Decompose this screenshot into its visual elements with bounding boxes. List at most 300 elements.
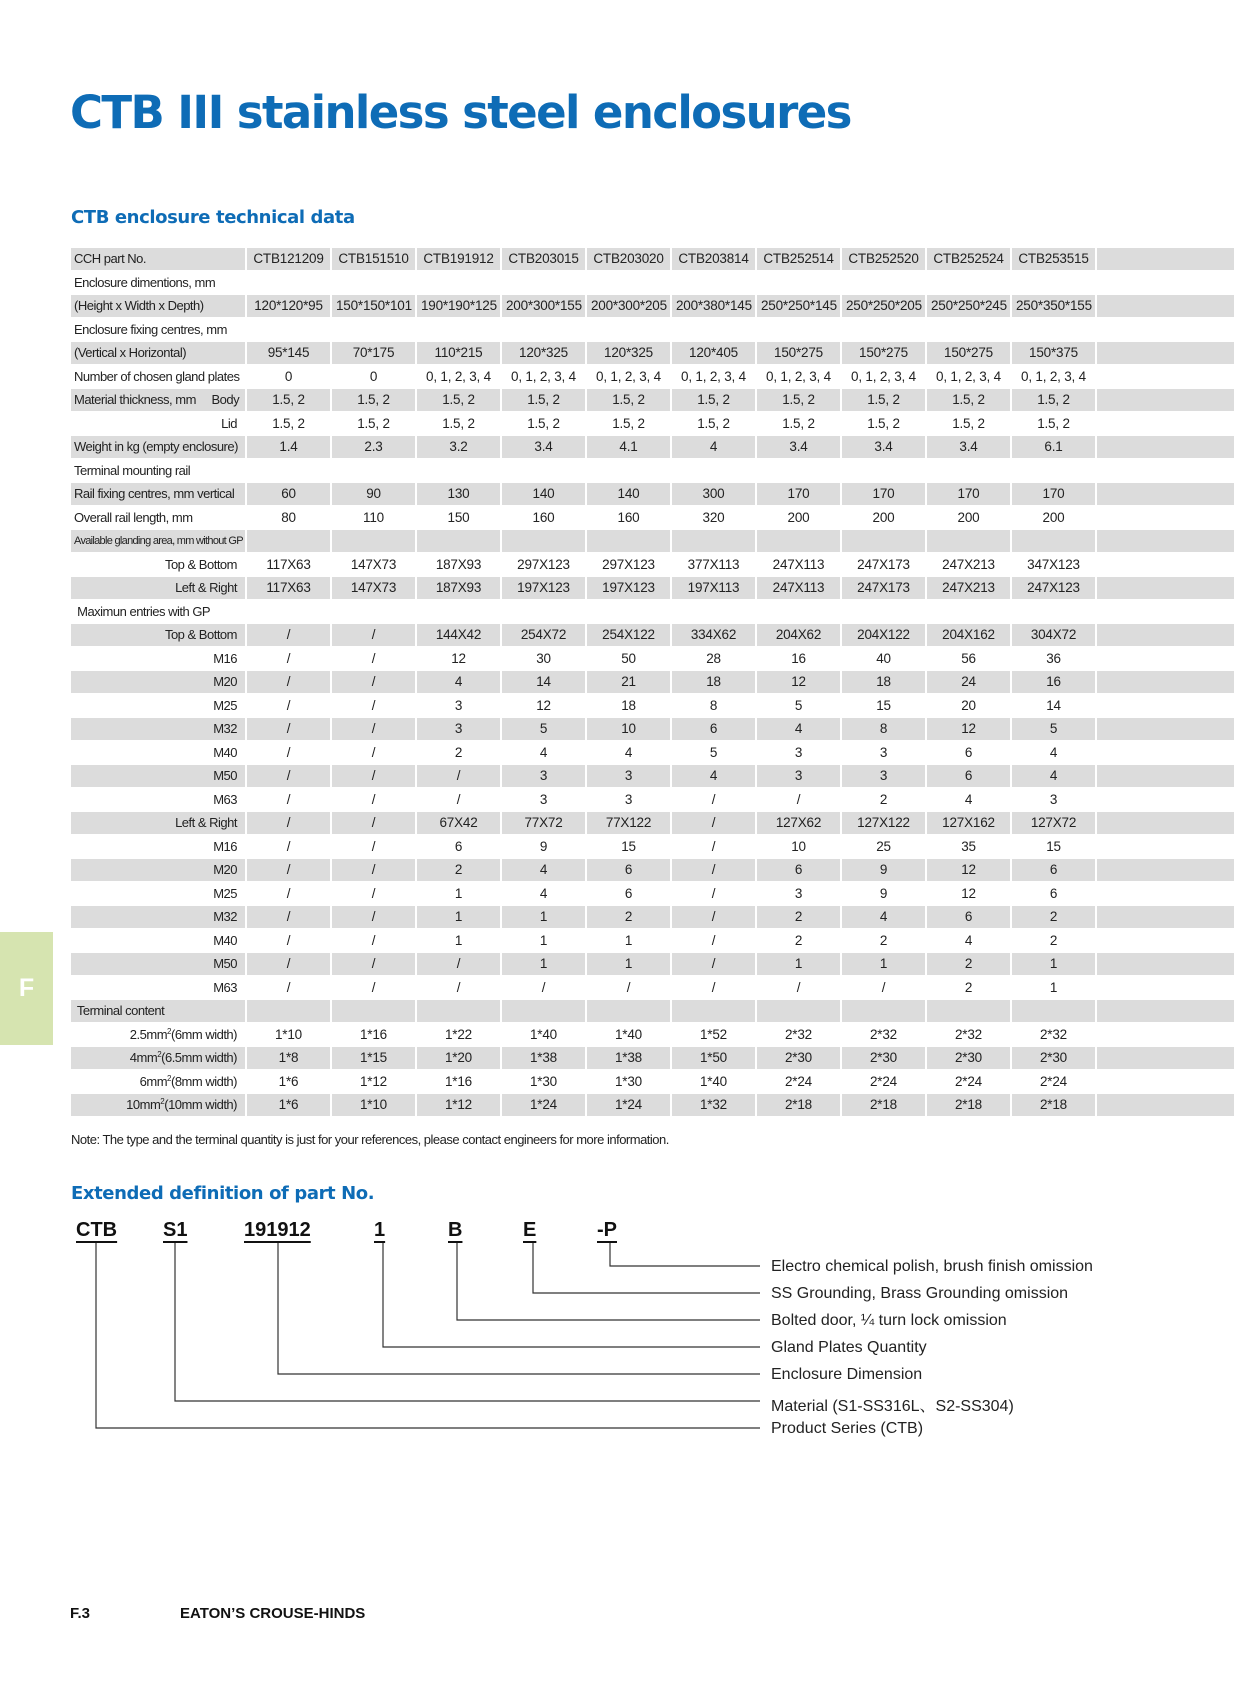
table-cell: [332, 1000, 417, 1024]
table-cell: 247X123: [1012, 577, 1097, 601]
table-cell: 0: [332, 366, 417, 390]
table-cell: 187X93: [417, 577, 502, 601]
table-row: [71, 389, 1236, 413]
table-cell: 3.4: [502, 436, 587, 460]
table-cell: 4: [1012, 765, 1097, 789]
table-cell: 1.5, 2: [417, 389, 502, 413]
table-cell: 150*275: [757, 342, 842, 366]
table-cell: 1.5, 2: [587, 389, 672, 413]
table-cell: [332, 530, 417, 554]
table-cell: 1*15: [332, 1047, 417, 1071]
table-cell: 250*250*205: [842, 295, 927, 319]
table-row: [71, 319, 1236, 343]
table-row: [71, 953, 1236, 977]
leader-line-series: [96, 1243, 760, 1428]
table-cell: /: [247, 930, 332, 954]
table-cell: [587, 272, 672, 296]
table-cell: 4: [417, 671, 502, 695]
table-cell: [332, 460, 417, 484]
table-cell: 3.4: [927, 436, 1012, 460]
table-cell: /: [672, 930, 757, 954]
table-cell: 8: [842, 718, 927, 742]
table-cell: /: [247, 765, 332, 789]
table-cell: 16: [1012, 671, 1097, 695]
table-cell: 1.4: [247, 436, 332, 460]
table-cell: 0, 1, 2, 3, 4: [842, 366, 927, 390]
table-cell: 334X62: [672, 624, 757, 648]
table-cell: 2*32: [927, 1024, 1012, 1048]
table-cell: [927, 1000, 1012, 1024]
table-row: [71, 460, 1236, 484]
table-cell: /: [672, 859, 757, 883]
table-cell: [757, 1000, 842, 1024]
table-cell: 1.5, 2: [927, 413, 1012, 437]
row-label: Left & Right: [71, 577, 247, 601]
table-row: [71, 718, 1236, 742]
page-number: F.3: [70, 1605, 91, 1622]
table-cell: 6.1: [1012, 436, 1097, 460]
table-cell: 147X73: [332, 554, 417, 578]
table-cell: 3: [757, 765, 842, 789]
table-cell: [502, 1000, 587, 1024]
table-cell: 1*40: [502, 1024, 587, 1048]
table-cell: /: [332, 953, 417, 977]
table-cell: 347X123: [1012, 554, 1097, 578]
table-cell: 0, 1, 2, 3, 4: [417, 366, 502, 390]
table-cell: [502, 601, 587, 625]
table-cell: CTB252520: [842, 248, 927, 272]
section-side-tab: F: [0, 932, 53, 1045]
row-label: Rail fixing centres, mm vertical: [71, 483, 247, 507]
row-filler: [1097, 648, 1236, 672]
table-cell: [417, 460, 502, 484]
table-cell: 170: [927, 483, 1012, 507]
table-row: [71, 436, 1236, 460]
table-cell: [247, 272, 332, 296]
table-cell: 25: [842, 836, 927, 860]
table-cell: 1.5, 2: [417, 413, 502, 437]
table-cell: 1.5, 2: [332, 413, 417, 437]
table-cell: 5: [672, 742, 757, 766]
table-cell: 4: [927, 789, 1012, 813]
table-cell: /: [247, 671, 332, 695]
table-cell: CTB252524: [927, 248, 1012, 272]
page-title: CTB III stainless steel enclosures: [70, 86, 851, 139]
table-cell: 1*38: [587, 1047, 672, 1071]
table-row: [71, 648, 1236, 672]
table-cell: 2*32: [842, 1024, 927, 1048]
table-cell: CTB121209: [247, 248, 332, 272]
row-filler: [1097, 460, 1236, 484]
table-row: [71, 671, 1236, 695]
row-label: $4mm^2(6.5mm$ width): [71, 1047, 247, 1071]
table-cell: 1*40: [587, 1024, 672, 1048]
definition-grounding: SS Grounding, Brass Grounding omission: [771, 1285, 1069, 1302]
table-cell: 40: [842, 648, 927, 672]
table-cell: 1*12: [332, 1071, 417, 1095]
table-cell: 1.5, 2: [842, 413, 927, 437]
table-cell: 77X72: [502, 812, 587, 836]
table-row: [71, 1024, 1236, 1048]
table-cell: /: [332, 695, 417, 719]
row-label: M20: [71, 671, 247, 695]
table-cell: 12: [502, 695, 587, 719]
row-label: M32: [71, 906, 247, 930]
table-cell: 247X173: [842, 554, 927, 578]
table-cell: 8: [672, 695, 757, 719]
table-cell: 2*32: [757, 1024, 842, 1048]
table-cell: CTB203020: [587, 248, 672, 272]
table-cell: /: [417, 765, 502, 789]
table-cell: 187X93: [417, 554, 502, 578]
table-cell: /: [672, 977, 757, 1001]
table-cell: 2: [587, 906, 672, 930]
table-cell: [247, 530, 332, 554]
table-cell: /: [332, 859, 417, 883]
table-cell: /: [247, 718, 332, 742]
definition-series: Product Series (CTB): [771, 1420, 924, 1437]
table-cell: 10: [757, 836, 842, 860]
table-row: [71, 248, 1236, 272]
table-cell: 3: [757, 883, 842, 907]
table-row: [71, 483, 1236, 507]
technical-data-table: [71, 248, 1236, 1118]
table-cell: /: [332, 930, 417, 954]
table-cell: 120*405: [672, 342, 757, 366]
table-cell: 0, 1, 2, 3, 4: [587, 366, 672, 390]
table-cell: 90: [332, 483, 417, 507]
table-cell: [587, 319, 672, 343]
table-cell: 6: [927, 742, 1012, 766]
table-cell: 2: [927, 977, 1012, 1001]
row-filler: [1097, 765, 1236, 789]
row-label: (Vertical x Horizontal): [71, 342, 247, 366]
table-cell: 1: [502, 953, 587, 977]
table-cell: 50: [587, 648, 672, 672]
table-cell: 1: [502, 930, 587, 954]
table-cell: 2*30: [842, 1047, 927, 1071]
table-cell: 3: [417, 695, 502, 719]
table-cell: 6: [927, 906, 1012, 930]
table-cell: 15: [587, 836, 672, 860]
table-row: [71, 413, 1236, 437]
row-label: Number of chosen gland plates: [71, 366, 247, 390]
table-cell: /: [332, 624, 417, 648]
table-cell: 4: [927, 930, 1012, 954]
table-cell: 110*215: [417, 342, 502, 366]
table-cell: 1*6: [247, 1071, 332, 1095]
table-cell: 200*300*205: [587, 295, 672, 319]
table-cell: [332, 272, 417, 296]
table-cell: [927, 460, 1012, 484]
row-filler: [1097, 554, 1236, 578]
table-cell: 0, 1, 2, 3, 4: [1012, 366, 1097, 390]
table-cell: [502, 319, 587, 343]
table-cell: 2*18: [1012, 1094, 1097, 1118]
row-filler: [1097, 695, 1236, 719]
table-cell: 1*52: [672, 1024, 757, 1048]
table-cell: 1: [757, 953, 842, 977]
table-cell: [927, 272, 1012, 296]
table-row: [71, 812, 1236, 836]
table-cell: 1.5, 2: [757, 413, 842, 437]
definition-dimension: Enclosure Dimension: [771, 1366, 923, 1383]
table-cell: /: [247, 836, 332, 860]
table-row: [71, 1094, 1236, 1118]
table-cell: 150*150*101: [332, 295, 417, 319]
table-cell: 117X63: [247, 577, 332, 601]
table-cell: 4: [672, 765, 757, 789]
table-cell: 204X62: [757, 624, 842, 648]
row-filler: [1097, 483, 1236, 507]
table-cell: 170: [1012, 483, 1097, 507]
table-cell: /: [247, 812, 332, 836]
row-label: (Height x Width x Depth): [71, 295, 247, 319]
table-cell: 1*38: [502, 1047, 587, 1071]
table-cell: /: [332, 765, 417, 789]
table-cell: 150*275: [927, 342, 1012, 366]
row-filler: [1097, 789, 1236, 813]
table-cell: /: [417, 789, 502, 813]
table-cell: 2*24: [757, 1071, 842, 1095]
table-cell: [332, 319, 417, 343]
table-cell: [332, 601, 417, 625]
table-cell: 1: [1012, 977, 1097, 1001]
table-cell: 28: [672, 648, 757, 672]
row-filler: [1097, 507, 1236, 531]
table-cell: 1.5, 2: [672, 413, 757, 437]
table-cell: 9: [842, 859, 927, 883]
table-cell: 150*275: [842, 342, 927, 366]
row-label: M25: [71, 695, 247, 719]
table-cell: 1*8: [247, 1047, 332, 1071]
table-cell: /: [247, 648, 332, 672]
table-cell: 140: [502, 483, 587, 507]
table-cell: /: [332, 906, 417, 930]
table-cell: 67X42: [417, 812, 502, 836]
row-label: M50: [71, 953, 247, 977]
table-cell: 197X113: [672, 577, 757, 601]
table-cell: 0, 1, 2, 3, 4: [927, 366, 1012, 390]
table-cell: 21: [587, 671, 672, 695]
table-cell: 4: [1012, 742, 1097, 766]
table-cell: 0, 1, 2, 3, 4: [502, 366, 587, 390]
table-cell: 60: [247, 483, 332, 507]
footer-brand: EATON’S CROUSE-HINDS: [180, 1605, 366, 1622]
table-cell: /: [672, 836, 757, 860]
table-cell: /: [247, 859, 332, 883]
leader-line-gland: [383, 1243, 760, 1347]
table-cell: [842, 319, 927, 343]
row-label: Top & Bottom: [71, 624, 247, 648]
table-cell: 304X72: [1012, 624, 1097, 648]
definition-material: Material (S1-SS316L、S2-SS304): [771, 1398, 1014, 1415]
table-cell: [587, 1000, 672, 1024]
table-cell: /: [247, 624, 332, 648]
row-label: Material thickness, mm Body: [71, 389, 247, 413]
code-grounding: E: [523, 1219, 537, 1241]
table-cell: 10: [587, 718, 672, 742]
table-cell: CTB252514: [757, 248, 842, 272]
table-cell: 300: [672, 483, 757, 507]
table-cell: 250*350*155: [1012, 295, 1097, 319]
table-cell: /: [417, 977, 502, 1001]
table-cell: 1: [587, 930, 672, 954]
table-row: [71, 906, 1236, 930]
table-cell: 4.1: [587, 436, 672, 460]
table-cell: 120*325: [502, 342, 587, 366]
table-cell: 250*250*145: [757, 295, 842, 319]
table-cell: 197X123: [587, 577, 672, 601]
table-cell: [757, 530, 842, 554]
code-gland-plates: 1: [374, 1219, 386, 1241]
leader-line-grounding: [533, 1243, 760, 1293]
table-cell: 170: [842, 483, 927, 507]
table-cell: 12: [757, 671, 842, 695]
table-cell: [247, 460, 332, 484]
table-cell: 3.4: [757, 436, 842, 460]
row-filler: [1097, 577, 1236, 601]
table-cell: /: [332, 789, 417, 813]
table-cell: [842, 530, 927, 554]
table-cell: [587, 530, 672, 554]
table-cell: [502, 460, 587, 484]
row-filler: [1097, 413, 1236, 437]
table-cell: [1012, 530, 1097, 554]
leader-line-door: [457, 1243, 760, 1320]
row-label: $6mm^2(8mm$ width): [71, 1071, 247, 1095]
table-cell: 1.5, 2: [247, 389, 332, 413]
table-cell: /: [332, 671, 417, 695]
table-cell: 127X72: [1012, 812, 1097, 836]
table-cell: CTB203814: [672, 248, 757, 272]
table-cell: 2*30: [757, 1047, 842, 1071]
table-cell: 2*18: [842, 1094, 927, 1118]
table-cell: 200*380*145: [672, 295, 757, 319]
table-cell: 320: [672, 507, 757, 531]
table-cell: 160: [502, 507, 587, 531]
table-cell: 6: [587, 883, 672, 907]
table-cell: /: [842, 977, 927, 1001]
definition-polish: Electro chemical polish, brush finish omission: [771, 1258, 1093, 1275]
table-cell: 2*18: [927, 1094, 1012, 1118]
row-label: M20: [71, 859, 247, 883]
table-cell: 0: [247, 366, 332, 390]
table-cell: 2*24: [1012, 1071, 1097, 1095]
row-label: M16: [71, 648, 247, 672]
table-cell: [757, 460, 842, 484]
table-cell: /: [672, 812, 757, 836]
table-cell: /: [332, 648, 417, 672]
table-cell: 3.2: [417, 436, 502, 460]
table-cell: [1012, 319, 1097, 343]
table-cell: 200: [757, 507, 842, 531]
table-cell: /: [247, 906, 332, 930]
table-row: [71, 1071, 1236, 1095]
table-cell: 1.5, 2: [502, 413, 587, 437]
table-cell: 30: [502, 648, 587, 672]
row-label: Enclosure fixing centres, mm: [71, 319, 247, 343]
table-cell: 12: [417, 648, 502, 672]
row-label: M16: [71, 836, 247, 860]
table-cell: 2: [1012, 930, 1097, 954]
table-cell: 1.5, 2: [927, 389, 1012, 413]
table-cell: /: [332, 883, 417, 907]
table-cell: 6: [757, 859, 842, 883]
table-cell: 200: [842, 507, 927, 531]
table-cell: 1*32: [672, 1094, 757, 1118]
table-row: [71, 695, 1236, 719]
table-cell: 297X123: [587, 554, 672, 578]
table-cell: [927, 601, 1012, 625]
table-cell: 1: [417, 930, 502, 954]
code-material: S1: [163, 1219, 188, 1241]
table-cell: /: [247, 789, 332, 813]
table-cell: 377X113: [672, 554, 757, 578]
definition-door: Bolted door, ¼ turn lock omission: [771, 1312, 1007, 1329]
table-cell: 6: [587, 859, 672, 883]
leader-line-polish: [610, 1243, 760, 1266]
row-filler: [1097, 1094, 1236, 1118]
table-cell: 24: [927, 671, 1012, 695]
table-cell: /: [247, 977, 332, 1001]
table-cell: [417, 601, 502, 625]
table-cell: 18: [587, 695, 672, 719]
row-filler: [1097, 671, 1236, 695]
table-cell: 6: [1012, 883, 1097, 907]
table-cell: [1012, 601, 1097, 625]
table-row: [71, 977, 1236, 1001]
table-row: [71, 930, 1236, 954]
table-cell: 130: [417, 483, 502, 507]
table-cell: 200: [927, 507, 1012, 531]
table-cell: 2: [842, 930, 927, 954]
row-filler: [1097, 295, 1236, 319]
table-row: [71, 554, 1236, 578]
table-cell: 4: [672, 436, 757, 460]
table-cell: 297X123: [502, 554, 587, 578]
table-row: [71, 601, 1236, 625]
table-cell: [672, 460, 757, 484]
table-cell: /: [587, 977, 672, 1001]
row-filler: [1097, 342, 1236, 366]
table-row: [71, 530, 1236, 554]
table-cell: 254X122: [587, 624, 672, 648]
table-row: [71, 765, 1236, 789]
table-cell: /: [332, 812, 417, 836]
table-cell: 95*145: [247, 342, 332, 366]
row-label: Left & Right: [71, 812, 247, 836]
table-cell: [927, 319, 1012, 343]
table-cell: 2: [757, 930, 842, 954]
row-filler: [1097, 859, 1236, 883]
table-cell: 2: [842, 789, 927, 813]
table-row: [71, 1047, 1236, 1071]
row-label: Available glanding area, mm without GP: [71, 530, 247, 554]
table-row: [71, 577, 1236, 601]
table-cell: 18: [842, 671, 927, 695]
table-cell: 12: [927, 883, 1012, 907]
table-cell: 1: [417, 906, 502, 930]
table-cell: 5: [757, 695, 842, 719]
row-label: Terminal content: [71, 1000, 247, 1024]
table-cell: 110: [332, 507, 417, 531]
table-cell: 36: [1012, 648, 1097, 672]
table-cell: 3: [842, 742, 927, 766]
table-cell: 247X113: [757, 554, 842, 578]
table-cell: [502, 530, 587, 554]
row-label: Top & Bottom: [71, 554, 247, 578]
